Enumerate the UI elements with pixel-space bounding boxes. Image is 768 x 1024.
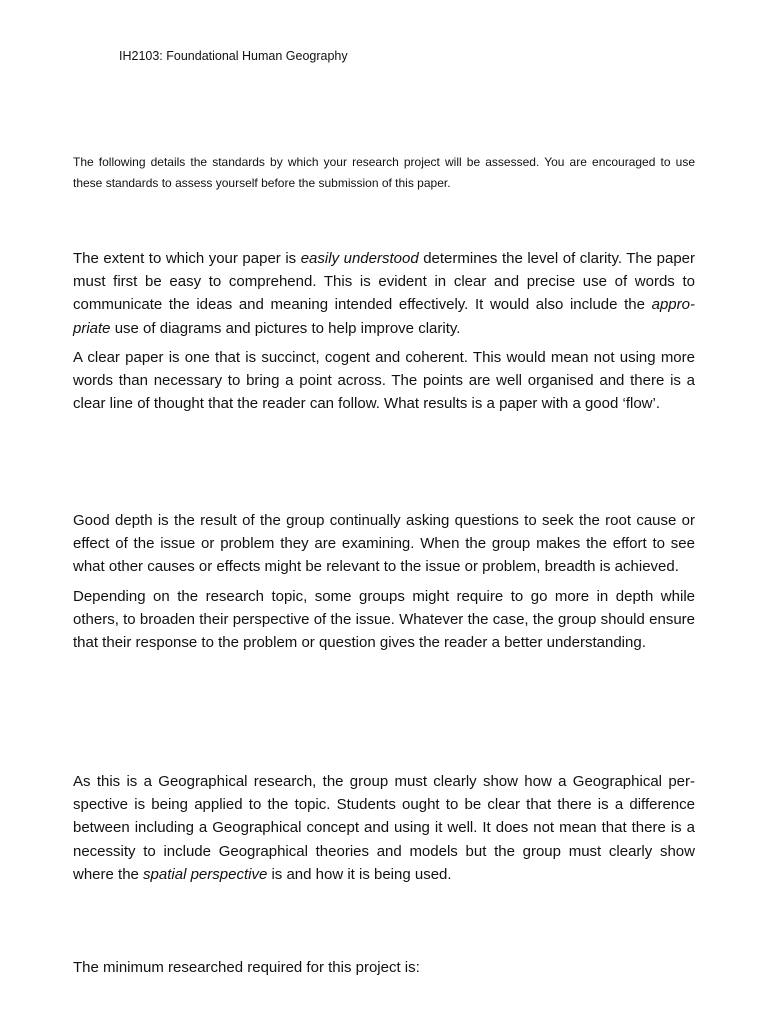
geography-p1-emphasis: spatial perspective [143,865,268,883]
geography-p1-text-a: As this is a Geographical research, the group must clearly show how a Geographical perspective is being applied to the topic. Students ought to be clear that there is a difference between including a Geographical concept and using it well. It does not mean that there is a necessity to include Geographical theories and models but the group must clearly show where the [73,773,695,883]
intro-paragraph: The following details the standards by which your research project will be assessed. You are encouraged to use these standards to assess yourself before the submission of this paper. [73,155,695,190]
clarity-p1-text-c: use of diagrams and pictures to help improve clarity. [110,319,461,337]
course-title: IH2103: Foundational Human Geography [119,49,348,63]
geography-p1-text-b: is and how it is being used. [267,865,452,883]
clarity-paragraph-1 [73,247,695,340]
minimum-section [73,956,695,985]
depth-paragraph-1: Good depth is the result of the group continually asking questions to seek the root cause or effect of the issue or problem they are examining. When the group makes the effort to see what other causes or effects might be relevant to the issue or problem, breadth is achieved. [73,512,695,576]
clarity-section [73,247,695,421]
depth-section [73,509,695,660]
minimum-research-line: The minimum researched required for this project is: [73,959,420,976]
depth-paragraph-2: Depending on the research topic, some groups might require to go more in depth while others, to broaden their perspective of the issue. Whatever the case, the group should ensure that their response to the problem or question gives the reader a better understanding. [73,587,695,652]
clarity-p1-text-b: determines the level of clarity. The paper must first be easy to comprehend. This is evident in clear and precise use of words to communicate the ideas and meaning intended effectively. It would also include the [73,250,696,314]
geography-paragraph-1 [73,770,695,886]
geography-section [73,770,695,892]
clarity-p1-emphasis-1: easily understood [300,250,419,267]
clarity-p1-text-a: The extent to which your paper is [73,250,301,267]
clarity-paragraph-2: A clear paper is one that is succinct, cogent and coherent. This would mean not using more words than necessary to bring a point across. The points are well organised and there is a clear line of thought that the reader can follow. What results is a paper with a good ‘flow’. [73,348,695,413]
clarity-p1-emphasis-2: appropriate [73,296,695,337]
